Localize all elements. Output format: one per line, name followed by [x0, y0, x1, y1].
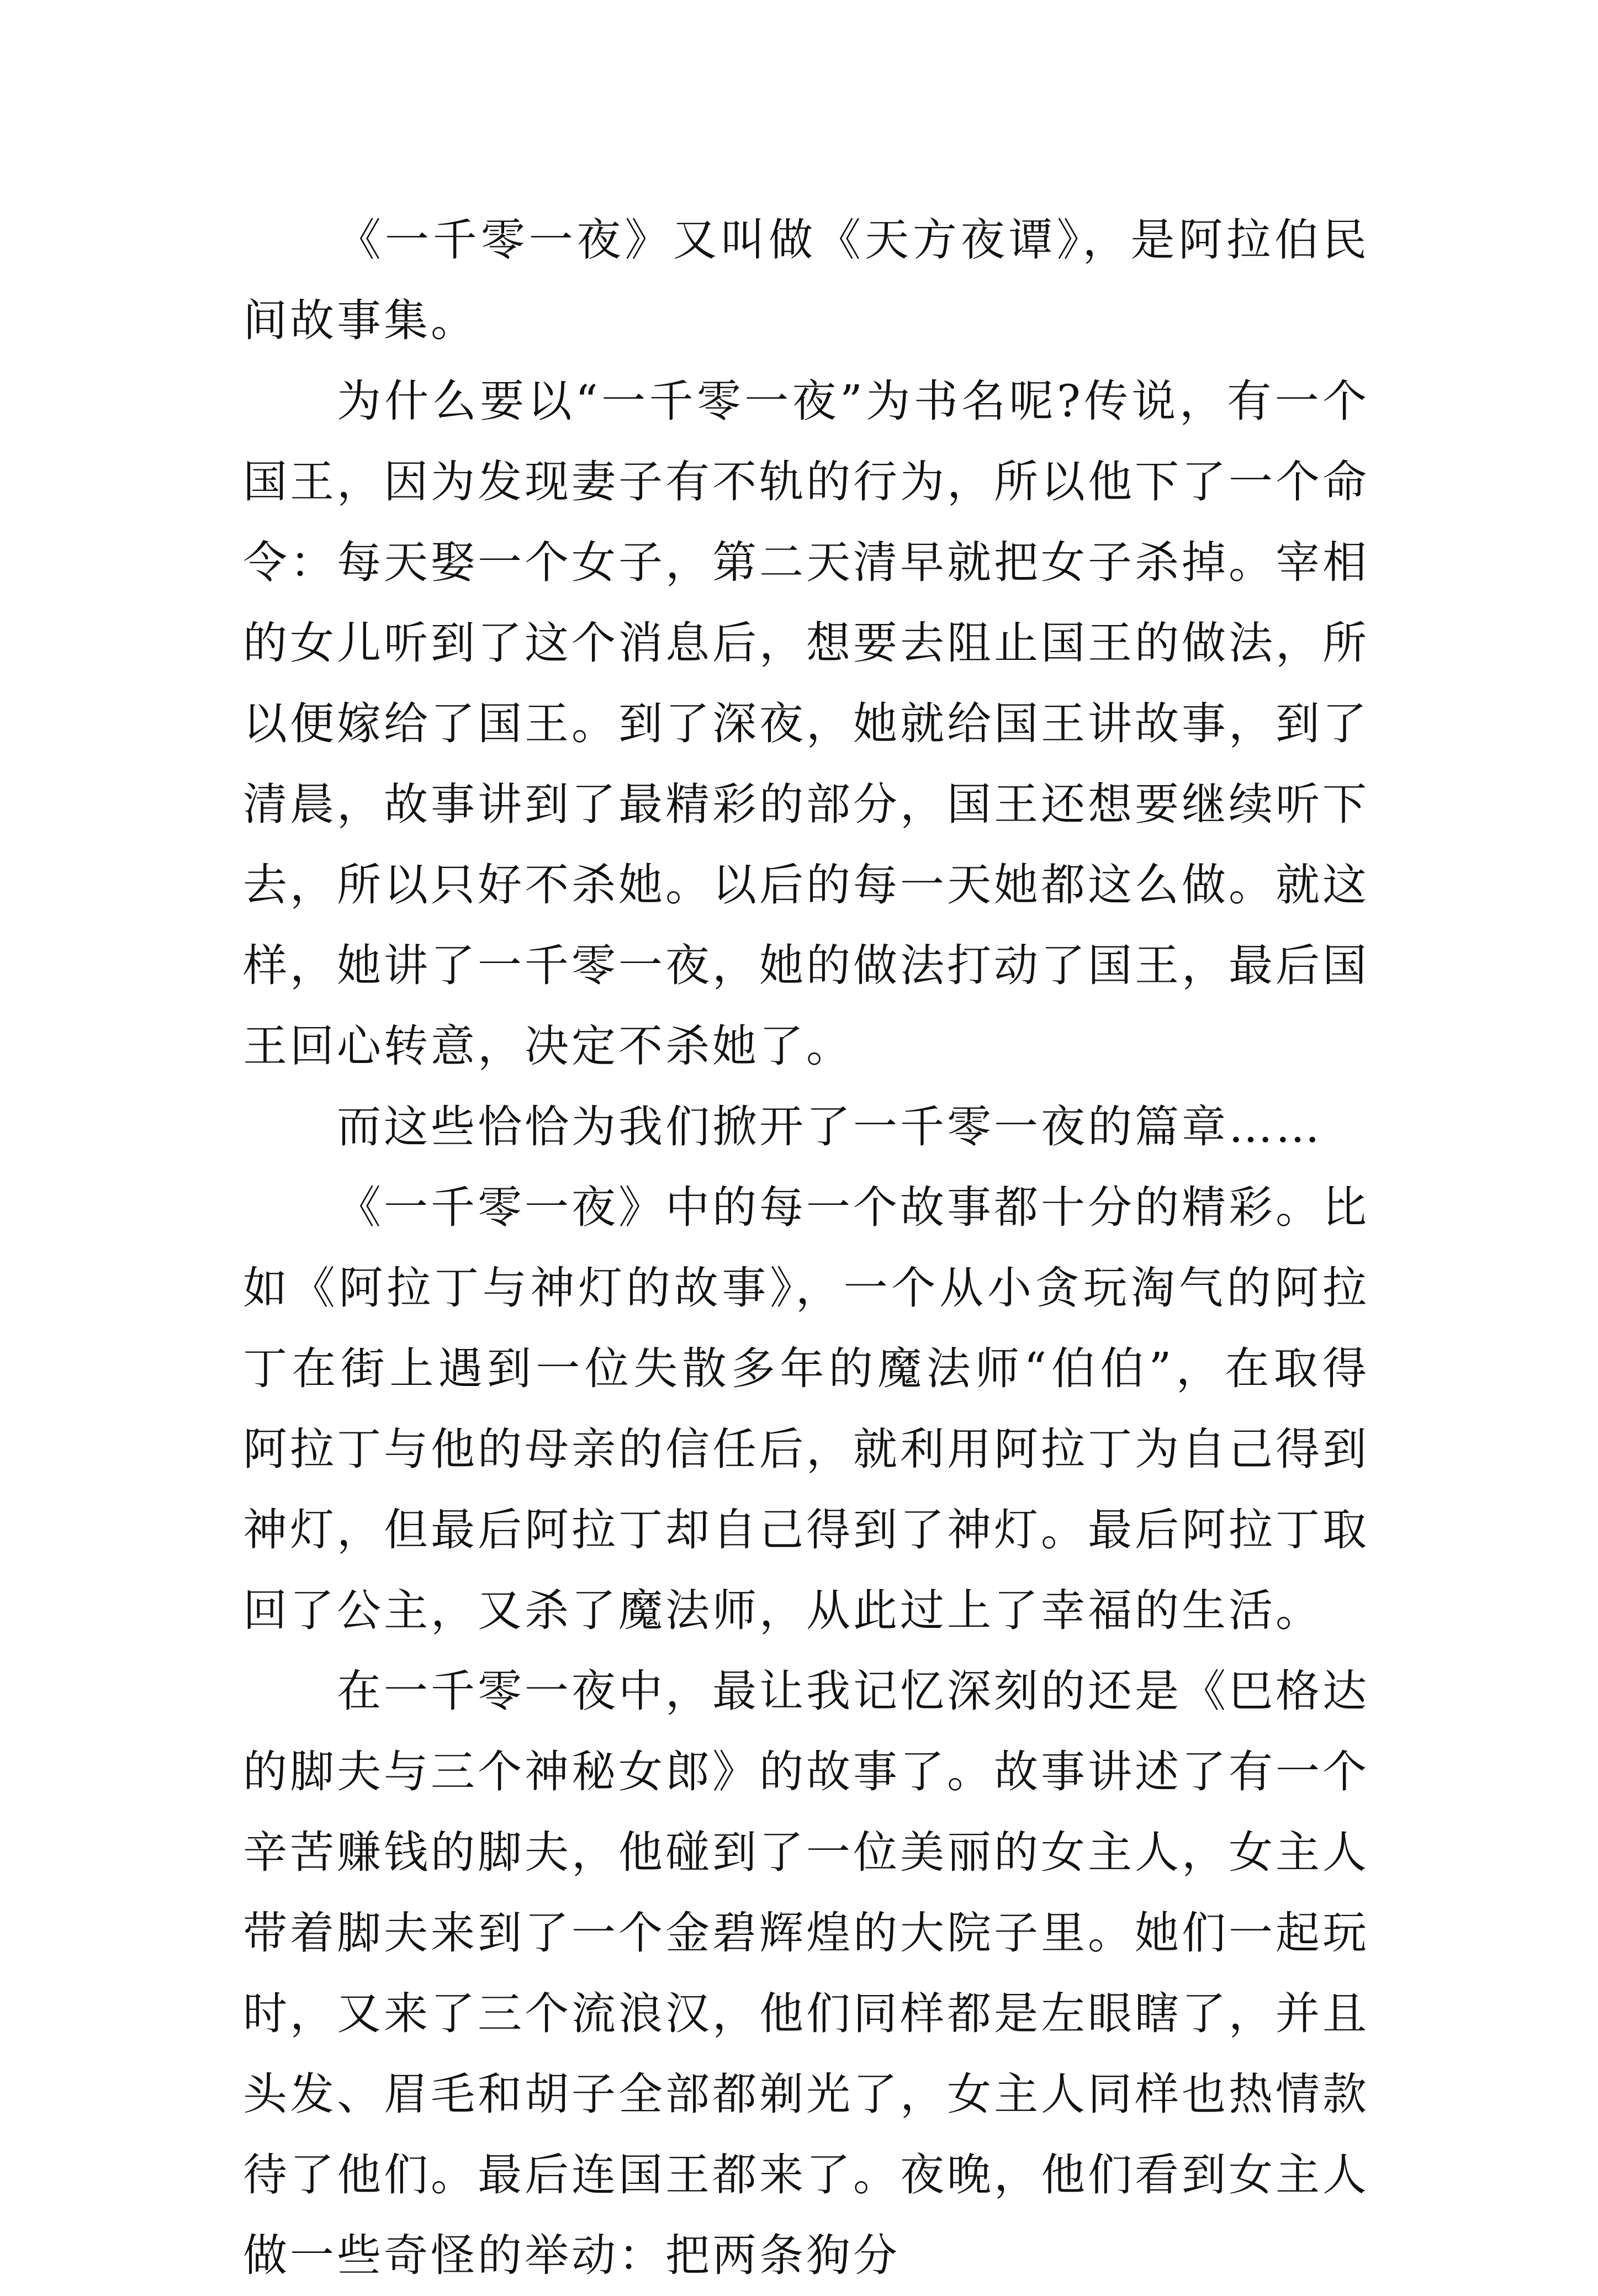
- paragraph-title-origin: 为什么要以“一千零一夜”为书名呢?传说，有一个国王，因为发现妻子有不轨的行为，所以他下了一个命令：每天娶一个女子，第二天清早就把女子杀掉。宰相的女儿听到了这个消息后，想要去阻止国王的做法，所以便嫁给了国王。到了深夜，她就给国王讲故事，到了清晨，故事讲到了最精彩的部分，国王还想要继续听下去，所以只好不杀她。以后的每一天她都这么做。就这样，她讲了一千零一夜，她的做法打动了国王，最后国王回心转意，决定不杀她了。: [243, 375, 1369, 1072]
- paragraph-aladdin: 《一千零一夜》中的每一个故事都十分的精彩。比如《阿拉丁与神灯的故事》，一个从小贪玩淘气的阿拉丁在街上遇到一位失散多年的魔法师“伯伯”，在取得阿拉丁与他的母亲的信任后，就利用阿拉丁为自己得到神灯，但最后阿拉丁却自己得到了神灯。最后阿拉丁取回了公主，又杀了魔法师，从此过上了幸福的生活。: [243, 1182, 1369, 1636]
- document-body: [243, 200, 1369, 2296]
- paragraph-intro: 《一千零一夜》又叫做《天方夜谭》，是阿拉伯民间故事集。: [243, 214, 1369, 346]
- paragraph-porter-story: 在一千零一夜中，最让我记忆深刻的还是《巴格达的脚夫与三个神秘女郎》的故事了。故事讲述了有一个辛苦赚钱的脚夫，他碰到了一位美丽的女主人，女主人带着脚夫来到了一个金碧辉煌的大院子里。她们一起玩时，又来了三个流浪汉，他们同样都是左眼瞎了，并且头发、眉毛和胡子全部都剃光了，女主人同样也热情款待了他们。最后连国王都来了。夜晚，他们看到女主人做一些奇怪的举动：把两条狗分: [243, 1665, 1369, 2281]
- paragraph-transition: 而这些恰恰为我们掀开了一千零一夜的篇章……: [337, 1101, 1322, 1152]
